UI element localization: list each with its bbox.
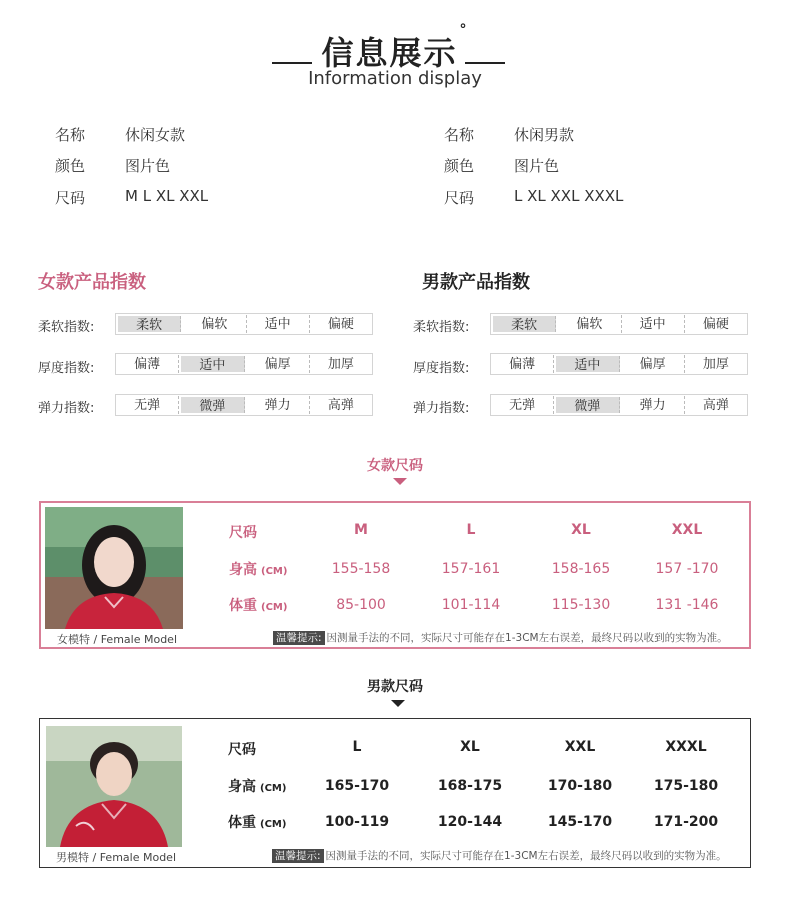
male-model-photo: [46, 726, 182, 847]
men-height-cell: 170-180: [547, 778, 613, 794]
men-size-note: 温馨提示: 因测量手法的不同，实际尺寸可能存在1-3CM左右误差，最终尺码以收到的实物为准。: [272, 848, 727, 863]
men-elasticity-option: 高弹: [702, 398, 729, 413]
men-softness-option: 偏硬: [702, 317, 729, 332]
men-elasticity-option: 弹力: [622, 396, 685, 414]
men-elasticity-option: 微弹: [556, 397, 619, 413]
women-softness-option: 适中: [247, 315, 310, 333]
men-sizes: L XL XXL XXXL: [514, 187, 624, 205]
women-size-label: 尺码: [55, 189, 86, 207]
men-softness-option: 适中: [622, 315, 685, 333]
men-softness-option: 偏软: [558, 315, 621, 333]
men-size-row-label: 尺码: [228, 742, 256, 758]
women-elasticity-scale: [115, 394, 373, 416]
women-index-title: 女款产品指数: [38, 272, 146, 293]
female-model-image: [45, 507, 183, 629]
men-index-title: 男款产品指数: [422, 272, 530, 293]
men-index-label-softness: 柔软指数:: [413, 320, 470, 335]
men-thickness-option: 加厚: [702, 357, 729, 372]
women-weight-cell: 131 -146: [655, 597, 719, 613]
women-softness-option: 偏硬: [327, 317, 354, 332]
women-height-cell: 155-158: [331, 561, 391, 577]
men-color: 图片色: [514, 157, 560, 175]
women-index-label-elasticity: 弹力指数:: [38, 401, 95, 416]
women-elasticity-option: 无弹: [116, 396, 179, 414]
female-model-photo: [45, 507, 183, 629]
men-softness-option: 柔软: [493, 316, 556, 332]
women-thickness-option: 加厚: [327, 357, 354, 372]
men-size-cell: XL: [460, 739, 480, 755]
men-size-cell: XXL: [564, 739, 596, 755]
men-weight-row-label: 体重 (CM): [228, 815, 287, 831]
women-arrow-down-icon: [393, 478, 407, 485]
men-elasticity-scale: [490, 394, 748, 416]
women-softness-scale: [115, 313, 373, 335]
men-height-cell: 165-170: [324, 778, 390, 794]
men-name: 休闲男款: [514, 126, 575, 144]
note-tag: 温馨提示:: [272, 849, 324, 863]
women-size-cell: XXL: [671, 522, 703, 538]
women-size-table: [39, 501, 751, 649]
men-height-cell: 168-175: [437, 778, 503, 794]
women-thickness-option: 适中: [181, 356, 244, 372]
women-weight-cell: 85-100: [336, 597, 386, 613]
women-size-note: 温馨提示: 因测量手法的不同，实际尺寸可能存在1-3CM左右误差，最终尺码以收到的实物为准。: [273, 630, 728, 645]
women-softness-option: 偏软: [183, 315, 246, 333]
women-height-cell: 157 -170: [655, 561, 719, 577]
women-elasticity-option: 微弹: [181, 397, 244, 413]
women-height-cell: 158-165: [551, 561, 611, 577]
women-index-label-softness: 柔软指数:: [38, 320, 95, 335]
page-subtitle: Information display: [308, 68, 482, 89]
men-thickness-scale: [490, 353, 748, 375]
header-right-line: [465, 62, 505, 64]
men-size-label: 尺码: [444, 189, 475, 207]
women-size-cell: XL: [571, 522, 591, 538]
men-size-heading: 男款尺码: [367, 679, 423, 695]
men-thickness-option: 偏厚: [622, 355, 685, 373]
women-weight-row-label: 体重 (CM): [229, 598, 288, 614]
women-size-heading: 女款尺码: [367, 458, 423, 474]
men-size-cell: L: [352, 739, 362, 755]
men-size-cell: XXXL: [665, 739, 707, 755]
women-color: 图片色: [125, 157, 171, 175]
women-size-cell: L: [466, 522, 476, 538]
men-weight-cell: 120-144: [437, 814, 503, 830]
women-color-label: 颜色: [55, 157, 86, 175]
women-size-row-label: 尺码: [229, 525, 257, 541]
men-weight-cell: 145-170: [547, 814, 613, 830]
women-thickness-option: 偏薄: [116, 355, 179, 373]
men-height-row-label: 身高 (CM): [228, 779, 287, 795]
men-size-table: [39, 718, 751, 868]
men-weight-cell: 171-200: [653, 814, 719, 830]
women-height-row-label: 身高 (CM): [229, 562, 288, 578]
page-title: 信息展示°: [321, 22, 469, 72]
women-name-label: 名称: [55, 126, 86, 144]
men-arrow-down-icon: [391, 700, 405, 707]
men-elasticity-option: 无弹: [491, 396, 554, 414]
women-elasticity-option: 弹力: [247, 396, 310, 414]
men-height-cell: 175-180: [653, 778, 719, 794]
women-thickness-scale: [115, 353, 373, 375]
women-height-cell: 157-161: [441, 561, 501, 577]
men-color-label: 颜色: [444, 157, 475, 175]
men-softness-scale: [490, 313, 748, 335]
men-name-label: 名称: [444, 126, 475, 144]
men-index-label-thickness: 厚度指数:: [413, 361, 470, 376]
women-elasticity-option: 高弹: [327, 398, 354, 413]
men-thickness-option: 偏薄: [491, 355, 554, 373]
women-name: 休闲女款: [125, 126, 186, 144]
men-thickness-option: 适中: [556, 356, 619, 372]
male-model-image: [46, 726, 182, 847]
women-thickness-option: 偏厚: [247, 355, 310, 373]
women-index-label-thickness: 厚度指数:: [38, 361, 95, 376]
women-softness-option: 柔软: [118, 316, 181, 332]
women-weight-cell: 101-114: [441, 597, 501, 613]
women-weight-cell: 115-130: [551, 597, 611, 613]
men-index-label-elasticity: 弹力指数:: [413, 401, 470, 416]
men-weight-cell: 100-119: [324, 814, 390, 830]
women-sizes: M L XL XXL: [125, 187, 209, 205]
note-tag: 温馨提示:: [273, 631, 325, 645]
female-model-caption: 女模特 / Female Model: [57, 633, 177, 646]
male-model-caption: 男模特 / Female Model: [56, 851, 176, 864]
women-size-cell: M: [354, 522, 368, 538]
